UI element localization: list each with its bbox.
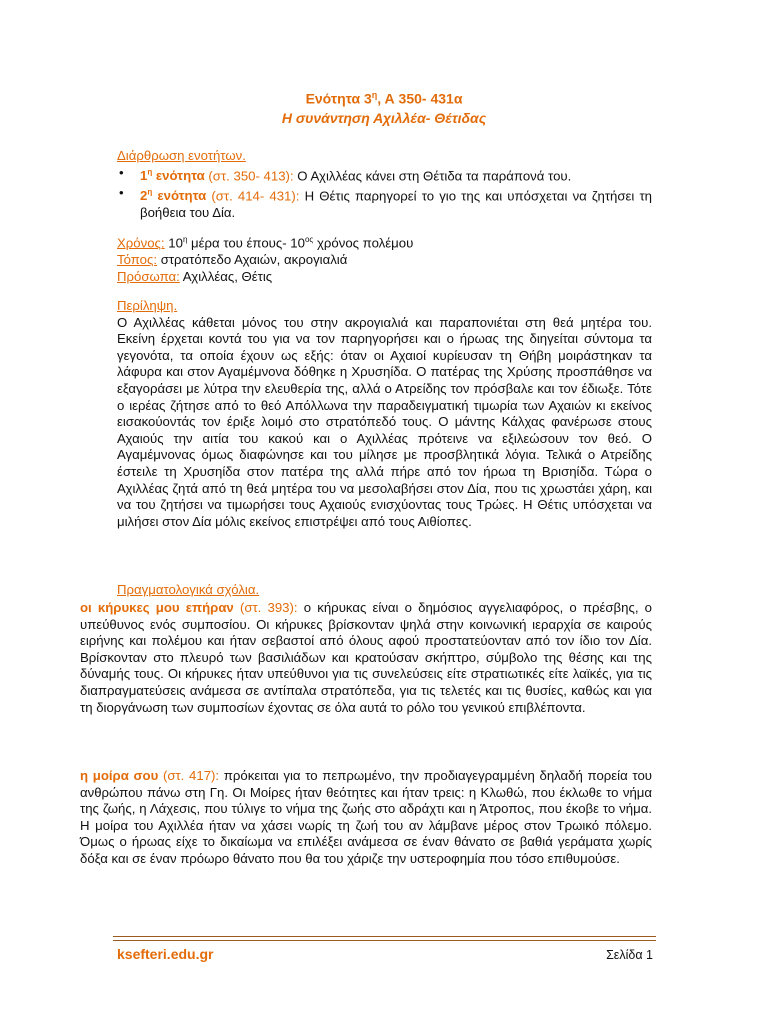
footer-site-link[interactable]: ksefteri.edu.gr [117,946,214,962]
time-line: Χρόνος: $10^\eta$ μέρα του έπους- $10^{o\varsigma}$ χρόνος πολέμου [117,235,414,251]
note-entry-1 [80,600,652,716]
section-title [0,90,768,107]
structure-item-1 [117,165,652,185]
persons-label: Πρόσωπα: [117,268,180,284]
structure-section [117,148,652,221]
page-number: Σελίδα 1 [606,948,653,962]
note-ref: (στ. 417): [158,768,220,783]
persons-value: Αχιλλέας, Θέτις [179,268,273,284]
note-ref: (στ. 393): [233,600,298,615]
note-text: πρόκειται για το πεπρωμένο, την προδιαγεγραμμένη δηλαδή πορεία του ανθρώπου πάνω στη Γη. Οι Μοίρες ήταν θεότητες και ήταν τρεις: η Κλωθώ, που έκλωθε το νήμα της ζωής, η Λάχεσις, που τύλιγε το νήμα της ζωής στο αδράχτι και η Άτροπος, που έκοβε το νήμα. Η μοίρα του Αχιλλέα ήταν να χάσει νωρίς τη ζωή του αν λάμβανε μέρος στον Τρωικό πόλεμο. Όμως ο ήρωας είχε το δικαίωμα να επιλέξει ανάμεσα σε έναν θάνατο σε βαθιά γεράματα χωρίς δόξα και σε έναν πρόωρο θάνατο που θα του χάριζε την υστεροφημία που τόσο επιθυμούσε. [80,768,652,866]
notes-heading: Πραγματολογικά σχόλια. [117,582,260,597]
summary-text: Ο Αχιλλέας κάθεται μόνος του στην ακρογιαλιά και παραπονιέται στη θεά μητέρα του. Εκείνη έρχεται κοντά του για να τον παρηγορήσει και ο ήρωας της διηγείται σύντομα τα γεγονότα, τα οποία έχουν ως εξής: όταν οι Αχαιοί κυρίευσαν τη Θήβη μοιράστηκαν τα λάφυρα και στον Αγαμέμνονα δόθηκε η Χρυσηίδα. Ο πατέρας της Χρύσης προσπάθησε να εξαγοράσει με λύτρα την ελευθερία της, αλλά ο Ατρείδης τον πρόσβαλε και τον έδιωξε. Τότε ο ιερέας ζήτησε από το θεό Απόλλωνα την παραδειγματική τιμωρία των Αχαιών κι εκείνος εισακούοντάς τον έριξε λοιμό στο στρατόπεδό τους. Ο μάντης Κάλχας φανέρωσε στους Αχαιούς την αιτία του κακού και ο Αχιλλέας πρότεινε να εξιλεώσουν τον θεό. Ο Αγαμέμνονας όμως διαφώνησε και του μίλησε με προσβλητικά λόγια. Τελικά ο Ατρείδης έστειλε τη Χρυσηίδα στον πατέρα της αλλά πήρε από τον ήρωα τη Βρισηίδα. Τώρα ο Αχιλλέας ζητά από τη θεά μητέρα του να μεσολαβήσει στον Δία, που τις χρωστάει χάρη, και να του ζητήσει να τιμωρήσει τους Αχαιούς ενισχύοντας τους Τρώες. Η Θέτις υπόσχεται να μιλήσει στον Δία μόλις εκείνος επιστρέψει από τους Αιθίοπες. [117,314,652,529]
bullet-icon: • [119,164,124,180]
note-text: ο κήρυκας είναι ο δημόσιος αγγελιαφόρος, ο πρέσβης, ο υπεύθυνος ενός συμποσίου. Οι κήρυκες βρίσκονταν ψηλά στην κοινωνική ιεραρχία σε καιρούς ειρήνης και πολέμου και ήταν σεβαστοί από όλους αφού προστατεύονταν από τον ίδιο τον Δία. Βρίσκονταν στο πλευρό των βασιλιάδων και κρατούσαν σκήπτρο, σύμβολο της θέσης και της δύναμής τους. Οι κήρυκες ήταν υπεύθυνοι για τις συνελεύσεις είτε στρατιωτικές είτε λαϊκές, για τις διαπραγματεύσεις ανάμεσα σε αντίπαλα στρατόπεδα, για τις τελετές και τις θυσίες, καθώς και για τη διοργάνωση των συμποσίων έχοντας σε όλα αυτά το ρόλο του γενικού επιβλέποντα. [80,600,652,715]
place-value: στρατόπεδο Αχαιών, ακρογιαλιά [157,251,348,267]
item-number: $1^\eta$ ενότητα [140,167,205,183]
footer-rule-top [113,936,656,937]
section-title-prefix: Ενότητα 3 [305,90,372,107]
item-range: (στ. 350- 413): [204,167,294,183]
section-title-suffix: , Α 350- 431α [377,90,463,107]
section-subtitle: Η συνάντηση Αχιλλέα- Θέτιδας [281,110,487,126]
item-text: Η Θέτις παρηγορεί το γιο της και υπόσχεται να ζητήσει τη βοήθεια του Δία. [140,187,652,220]
place-label: Τόπος: [117,251,158,267]
place-line [117,252,652,269]
structure-heading: Διάρθρωση ενοτήτων. [117,148,246,163]
item-text: Ο Αχιλλέας κάνει στη Θέτιδα τα παράπονά του. [293,167,572,183]
notes-heading-wrap [117,582,652,599]
note-entry-2 [80,768,652,868]
item-range: (στ. 414- 431): [206,187,300,203]
info-section [117,232,652,285]
time-label: Χρόνος: [117,235,165,251]
persons-line [117,269,652,286]
summary-section [117,298,652,530]
section-title-sup: η [371,90,378,100]
bullet-icon: • [119,184,124,200]
note-term: η μοίρα σου [80,768,159,783]
summary-heading: Περίληψη. [117,298,178,313]
structure-item-2 [117,185,652,222]
footer-rule-bottom [113,940,656,941]
note-term: οι κήρυκες μου επήραν [80,600,234,615]
item-number: $2^\eta$ ενότητα [140,187,207,203]
